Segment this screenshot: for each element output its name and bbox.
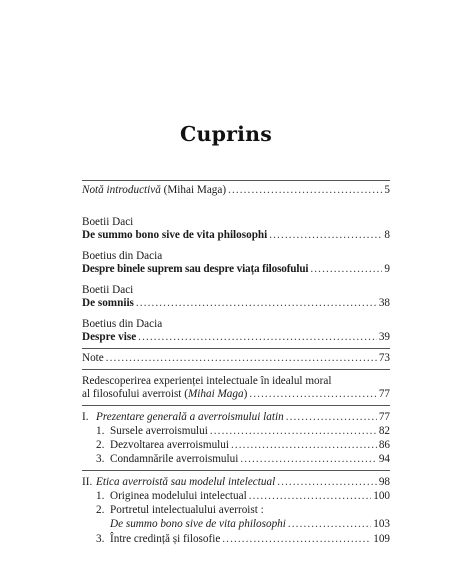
leader-dots — [138, 331, 377, 344]
entry-author: Mihai Maga — [187, 388, 244, 400]
toc-entry-despre-binele[interactable] — [82, 263, 390, 276]
section-rule — [82, 405, 390, 406]
toc-entry-section-1-item-1[interactable] — [96, 425, 390, 438]
toc-entry-de-summo-bono[interactable] — [82, 229, 390, 242]
page-number: 73 — [378, 352, 390, 364]
leader-dots — [310, 263, 382, 276]
page-number: 8 — [384, 229, 390, 241]
entry-author: Boetius din Dacia — [82, 250, 163, 262]
entry-title-line1: Redescoperirea experienței intelectuale în idealul moral — [82, 375, 332, 387]
leader-dots — [249, 490, 372, 503]
entry-title: Despre binele suprem sau despre viața filosofului — [82, 263, 309, 275]
item-number: 1. — [96, 425, 105, 437]
top-rule — [82, 180, 390, 181]
leader-dots — [210, 425, 377, 438]
entry-title: De summo bono sive de vita philosophi — [82, 229, 268, 241]
entry-title-line2-suffix: ) — [243, 388, 248, 400]
page-number: 38 — [378, 297, 390, 309]
item-number: 3. — [96, 453, 105, 465]
page-number: 100 — [373, 490, 390, 502]
toc-entry-section-1-item-2[interactable] — [96, 439, 390, 452]
toc-entry-de-somniis[interactable] — [82, 297, 390, 310]
leader-dots — [277, 476, 377, 489]
toc-entry-section-1[interactable] — [82, 411, 390, 424]
entry-title: Notă introductivă — [82, 184, 161, 196]
page-number: 77 — [378, 388, 390, 400]
section-number: II. — [82, 476, 93, 488]
page-number: 82 — [378, 425, 390, 437]
entry-title-line1: Portretul intelectualului averroist : — [110, 504, 264, 516]
page-title: Cuprins — [180, 122, 272, 146]
toc-entry-section-2-item-3[interactable] — [96, 533, 390, 546]
item-number: 2. — [96, 504, 105, 516]
entry-author: (Mihai Maga) — [163, 184, 227, 196]
entry-author: Boetii Daci — [82, 216, 134, 228]
entry-author: Boetius din Dacia — [82, 318, 163, 330]
entry-title: Note — [82, 352, 104, 364]
toc-entry-despre-vise[interactable] — [82, 331, 390, 344]
entry-title-line2: De summo bono sive de vita philosophi — [110, 518, 286, 530]
section-rule — [82, 369, 390, 370]
leader-dots — [269, 229, 382, 242]
section-number: I. — [82, 411, 89, 423]
page-number: 5 — [384, 184, 390, 196]
leader-dots — [288, 518, 371, 531]
entry-title: Despre vise — [82, 331, 137, 343]
entry-title: Sursele averroismului — [110, 425, 208, 437]
item-number: 2. — [96, 439, 105, 451]
page-number: 39 — [378, 331, 390, 343]
leader-dots — [231, 439, 377, 452]
toc-entry-section-1-item-3[interactable] — [96, 453, 390, 466]
entry-title: Între credință și filosofie — [110, 533, 221, 545]
entry-title: Dezvoltarea averroismului — [110, 439, 229, 451]
entry-title: Etica averroistă sau modelul intelectual — [96, 476, 276, 488]
page-number: 98 — [378, 476, 390, 488]
entry-title: De somniis — [82, 297, 134, 309]
page-number: 103 — [373, 518, 390, 530]
toc-entry-note[interactable] — [82, 352, 390, 365]
toc-entry-section-2[interactable] — [82, 476, 390, 489]
leader-dots — [228, 184, 382, 197]
section-rule — [82, 470, 390, 471]
page-number: 109 — [373, 533, 390, 545]
page-number: 94 — [378, 453, 390, 465]
section-rule — [82, 348, 390, 349]
toc-entry-section-2-item-2[interactable] — [110, 518, 390, 531]
entry-title: Originea modelului intelectual — [110, 490, 247, 502]
leader-dots — [106, 352, 377, 365]
leader-dots — [286, 411, 377, 424]
leader-dots — [136, 297, 377, 310]
leader-dots — [240, 453, 377, 466]
toc-entry-nota[interactable] — [82, 184, 390, 197]
item-number: 1. — [96, 490, 105, 502]
page-number: 77 — [378, 411, 390, 423]
entry-title: Condamnările averroismului — [110, 453, 239, 465]
page-number: 9 — [384, 263, 390, 275]
entry-title-line2: al filosofului averroist ( — [82, 388, 188, 400]
leader-dots — [222, 533, 371, 546]
toc-entry-section-2-item-1[interactable] — [96, 490, 390, 503]
leader-dots — [249, 388, 377, 401]
toc-entry-redescoperirea[interactable] — [82, 388, 390, 401]
toc-entry-section-2-item-2-line1 — [96, 504, 264, 517]
page-number: 86 — [378, 439, 390, 451]
entry-author: Boetii Daci — [82, 284, 134, 296]
entry-title: Prezentare generală a averroismului latin — [96, 411, 284, 423]
item-number: 3. — [96, 533, 105, 545]
